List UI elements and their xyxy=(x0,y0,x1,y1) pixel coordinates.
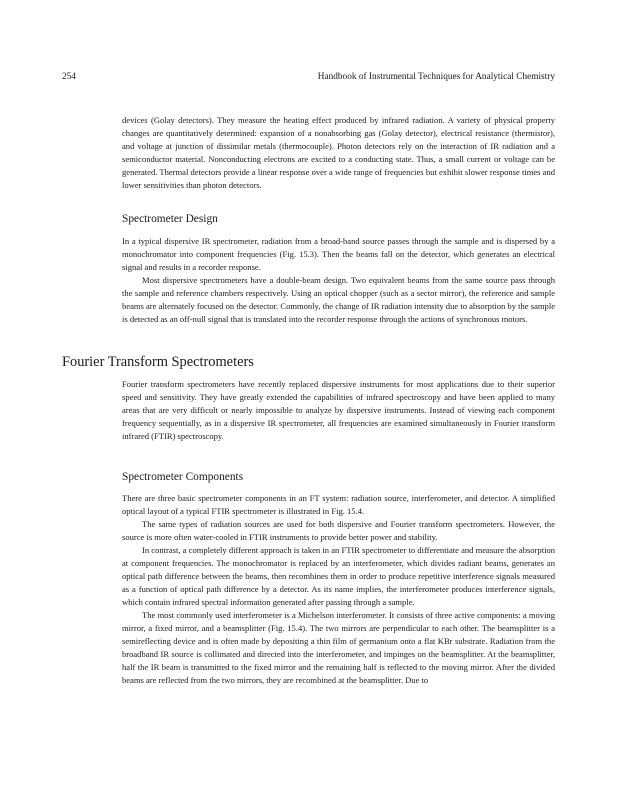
paragraph: Fourier transform spectrometers have recently replaced dispersive instruments for most applications due to their superior speed and sensitivity. They have greatly extended the capabilities of infrared spectroscopy and have been applied to many areas that are very difficult or nearly impossible to analyze by dispersive instruments. Instead of viewing each component frequency sequentially, as in a dispersive IR spectrometer, all frequencies are examined simultaneously in Fourier transform infrared (FTIR) spectroscopy. xyxy=(122,379,555,441)
paragraph: In a typical dispersive IR spectrometer, radiation from a broad-band source passes through the sample and is dispersed by a monochromator into component frequencies (Fig. 15.3). Then the beams fall on the detector, which generates an electrical signal and results in a recorder response. xyxy=(122,236,555,272)
page-header xyxy=(62,70,555,84)
subsection-heading: Spectrometer Design xyxy=(122,213,218,225)
section-heading: Fourier Transform Spectrometers xyxy=(62,354,254,370)
paragraph: devices (Golay detectors). They measure the heating effect produced by infrared radiation. A variety of physical property changes are quantitatively determined: expansion of a nonabsorbing gas (Golay detector), electrical resistance (thermistor), and voltage at junction of dissimilar metals (thermocouple). Photon detectors rely on the interaction of IR radiation and a semiconductor material. Nonconducting electrons are excited to a conducting state. Thus, a small current or voltage can be generated. Thermal detectors provide a linear response over a wide range of frequencies but exhibit slower response times and lower sensitivities than photon detectors. xyxy=(122,115,555,190)
components-text xyxy=(122,492,555,687)
page-number: 254 xyxy=(62,72,76,82)
paragraph: The same types of radiation sources are used for both dispersive and Fourier transform spectrometers. However, the source is more often water-cooled in FTIR instruments to provide better power and stability. xyxy=(122,519,555,542)
paragraph: In contrast, a completely different approach is taken in an FTIR spectrometer to differentiate and measure the absorption at component frequencies. The monochromator is replaced by an interferometer, which divides radiant beams, generates an optical path difference between the beams, then recombines them in order to produce repetitive interference signals measured as a function of optical path difference by a detector. As its name implies, the interferometer produces interference signals, which contain infrared spectral information generated after passing through a sample. xyxy=(122,545,555,607)
fourier-text xyxy=(122,378,555,443)
spectrometer-design-text xyxy=(122,235,555,326)
paragraph: The most commonly used interferometer is a Michelson interferometer. It consists of three active components: a moving mirror, a fixed mirror, and a beamsplitter (Fig. 15.4). The two mirrors are perpendicular to each other. The beamsplitter is a semireflecting device and is often made by depositing a thin film of germanium onto a flat KBr substrate. Radiation from the broadband IR source is collimated and directed into the interferometer, and impinges on the beamsplitter. At the beamsplitter, half the IR beam is transmitted to the fixed mirror and the remaining half is reflected to the moving mirror. After the divided beams are reflected from the two mirrors, they are recombined at the beamsplitter. Due to xyxy=(122,610,555,685)
running-title: Handbook of Instrumental Techniques for Analytical Chemistry xyxy=(317,72,555,82)
paragraph: There are three basic spectrometer components in an FT system: radiation source, interferometer, and detector. A simplified optical layout of a typical FTIR spectrometer is illustrated in Fig. 15.4. xyxy=(122,493,555,516)
paragraph: Most dispersive spectrometers have a double-beam design. Two equivalent beams from the same source pass through the sample and reference chambers respectively. Using an optical chopper (such as a sector mirror), the reference and sample beams are alternately focused on the detector. Commonly, the change of IR radiation intensity due to absorption by the sample is detected as an off-null signal that is translated into the recorder response through the actions of synchronous motors. xyxy=(122,275,555,324)
subsection-heading: Spectrometer Components xyxy=(122,471,244,483)
intro-text xyxy=(122,114,555,192)
